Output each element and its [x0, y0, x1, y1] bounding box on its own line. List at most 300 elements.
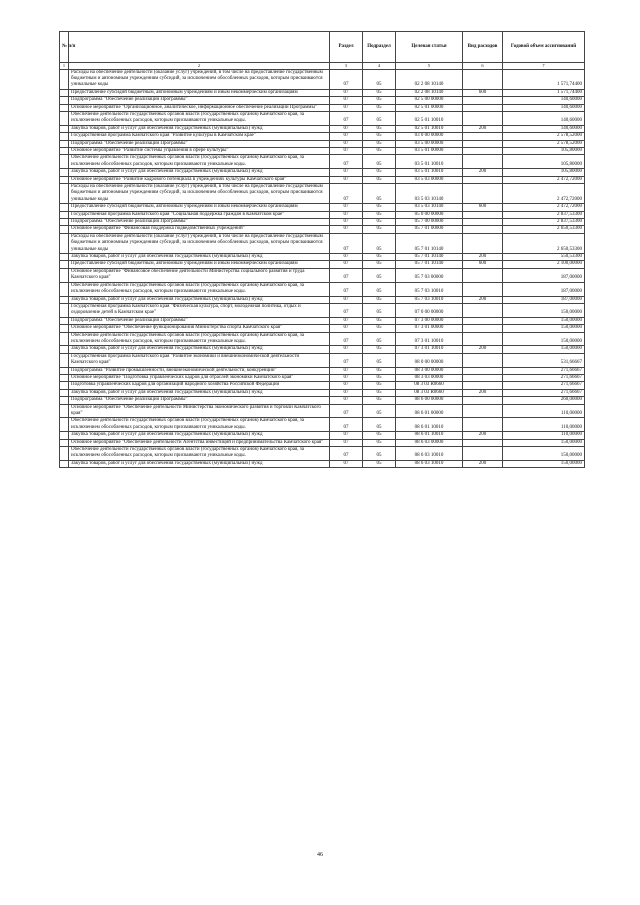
row-expense-type: 200 — [463, 432, 503, 439]
row-subsection: 05 — [363, 439, 396, 446]
header-num: № п/п — [60, 32, 69, 63]
row-target-code: 08 3 03 R0660 — [396, 389, 463, 396]
row-subsection: 05 — [363, 184, 396, 204]
row-amount: 140,60000 — [503, 97, 585, 104]
row-amount: 2 472,72000 — [503, 204, 585, 211]
row-expense-type — [463, 404, 503, 418]
row-section: 07 — [330, 254, 363, 261]
row-name: Расходы на обеспечение деятельности (оказание услуг) учреждений, в том числе на предоставление государственным бюджетным и автономным учреждениям субсидий, за исключением обособленных расходов, которым присваиваются уникальные коды — [69, 233, 330, 253]
row-subsection: 05 — [363, 268, 396, 282]
row-number — [60, 111, 69, 125]
row-target-code: 05 7 01 10140 — [396, 261, 463, 268]
row-section: 07 — [330, 332, 363, 346]
row-number — [60, 374, 69, 381]
row-name: Основное мероприятие "Финансовое обеспечение деятельности Министерства социального развития и труда Камчатского края" — [69, 268, 330, 282]
row-number — [60, 184, 69, 204]
row-name: Обеспечение деятельности государственных органов власти (государственных органов) Камчатского края, за исключением обособленных расходов, которым присваиваются уникальные коды. — [69, 155, 330, 169]
row-target-code: 05 0 00 00000 — [396, 211, 463, 218]
row-amount: 1 571,74400 — [503, 69, 585, 89]
row-subsection: 05 — [363, 97, 396, 104]
header-name — [69, 32, 330, 63]
row-number — [60, 226, 69, 233]
row-section: 07 — [330, 432, 363, 439]
row-target-code: 05 7 03 10010 — [396, 282, 463, 296]
row-number — [60, 367, 69, 374]
row-number — [60, 389, 69, 396]
row-number — [60, 332, 69, 346]
row-amount: 531,66667 — [503, 353, 585, 367]
row-name: Государственная программа Камчатского края "Развитие культуры в Камчатском крае" — [69, 133, 330, 140]
table-row — [60, 219, 585, 226]
row-section: 07 — [330, 325, 363, 332]
row-subsection: 05 — [363, 367, 396, 374]
table-row — [60, 254, 585, 261]
row-target-code: 03 5 03 10140 — [396, 204, 463, 211]
row-number — [60, 296, 69, 303]
row-expense-type — [463, 155, 503, 169]
row-expense-type: 600 — [463, 204, 503, 211]
row-number — [60, 447, 69, 461]
row-expense-type: 200 — [463, 254, 503, 261]
header-target: Целевая статья — [396, 32, 463, 63]
row-section: 07 — [330, 233, 363, 253]
row-section: 07 — [330, 147, 363, 154]
row-subsection: 05 — [363, 204, 396, 211]
row-expense-type — [463, 332, 503, 346]
row-expense-type — [463, 353, 503, 367]
row-target-code: 07 3 00 00000 — [396, 317, 463, 324]
row-subsection: 05 — [363, 325, 396, 332]
row-name: Основное мероприятие "Обеспечение деятельности Министерства экономического развития и торговли Камчатского края" — [69, 404, 330, 418]
row-name: Подпрограмма "Обеспечение реализации Программы" — [69, 140, 330, 147]
row-name: Подпрограмма "Развитие промышленности, внешнеэкономической деятельности, конкуренции" — [69, 367, 330, 374]
row-subsection: 05 — [363, 296, 396, 303]
row-subsection: 05 — [363, 89, 396, 96]
row-expense-type — [463, 176, 503, 183]
row-number — [60, 439, 69, 446]
row-amount: 150,00000 — [503, 332, 585, 346]
table-row — [60, 367, 585, 374]
table-row — [60, 169, 585, 176]
row-name: Основное мероприятие "Финансовая поддержка подведомственных учреждений" — [69, 226, 330, 233]
row-name: Закупка товаров, работ и услуг для обеспечения государственных (муниципальных) нужд — [69, 169, 330, 176]
row-section: 07 — [330, 89, 363, 96]
row-number — [60, 169, 69, 176]
row-name: Основное мероприятие "Обеспечение деятельности Агентства инвестиций и предпринимательства Камчатского края" — [69, 439, 330, 446]
row-section: 07 — [330, 204, 363, 211]
row-section: 07 — [330, 374, 363, 381]
row-expense-type — [463, 226, 503, 233]
row-section: 07 — [330, 367, 363, 374]
row-subsection: 05 — [363, 418, 396, 432]
row-name: Подпрограмма "Обеспечение реализации Программы" — [69, 397, 330, 404]
row-section: 07 — [330, 418, 363, 432]
row-target-code: 08 6 01 10010 — [396, 418, 463, 432]
row-name: Расходы на обеспечение деятельности (оказание услуг) учреждений, в том числе на предоставление государственным бюджетным и автономным учреждениям субсидий, за исключением обособленных расходов, которым присваиваются уникальные коды — [69, 69, 330, 89]
row-target-code: 05 7 03 00000 — [396, 268, 463, 282]
table-row — [60, 204, 585, 211]
row-target-code: 03 5 01 10010 — [396, 155, 463, 169]
row-subsection: 05 — [363, 447, 396, 461]
row-name: Основное мероприятие "Развитие системы управления в сфере культуры" — [69, 147, 330, 154]
row-target-code: 07 3 01 10010 — [396, 332, 463, 346]
table-row — [60, 346, 585, 353]
header-subsection: Подраздел — [363, 32, 396, 63]
row-number — [60, 219, 69, 226]
table-row — [60, 261, 585, 268]
row-number — [60, 140, 69, 147]
row-expense-type — [463, 367, 503, 374]
row-expense-type — [463, 397, 503, 404]
row-section: 07 — [330, 140, 363, 147]
table-row — [60, 69, 585, 89]
row-subsection: 05 — [363, 332, 396, 346]
row-target-code: 08 0 00 00000 — [396, 353, 463, 367]
row-target-code: 03 5 03 00000 — [396, 176, 463, 183]
table-row — [60, 439, 585, 446]
row-amount: 2 837,53300 — [503, 219, 585, 226]
row-subsection: 05 — [363, 133, 396, 140]
row-subsection: 05 — [363, 397, 396, 404]
table-row — [60, 226, 585, 233]
row-expense-type — [463, 104, 503, 111]
table-row — [60, 460, 585, 467]
column-number: 6 — [463, 63, 503, 70]
row-subsection: 05 — [363, 404, 396, 418]
row-number — [60, 97, 69, 104]
row-target-code: 08 6 03 10010 — [396, 460, 463, 467]
row-name: Расходы на обеспечение деятельности (оказание услуг) учреждений, в том числе на предоставление государственным бюджетным и автономным учреждениям субсидий, за исключением обособленных расходов, которым присваиваются уникальные коды — [69, 184, 330, 204]
table-row — [60, 176, 585, 183]
row-target-code: 08 6 03 10010 — [396, 447, 463, 461]
row-number — [60, 325, 69, 332]
table-row — [60, 133, 585, 140]
row-target-code: 03 5 03 10140 — [396, 184, 463, 204]
row-expense-type: 200 — [463, 389, 503, 396]
table-row — [60, 147, 585, 154]
row-section: 07 — [330, 226, 363, 233]
row-amount: 187,00000 — [503, 268, 585, 282]
header-amount: Годовой объем ассигнований — [503, 32, 585, 63]
row-amount: 150,00000 — [503, 303, 585, 317]
row-section: 07 — [330, 211, 363, 218]
row-subsection: 05 — [363, 155, 396, 169]
row-section: 07 — [330, 439, 363, 446]
row-subsection: 05 — [363, 176, 396, 183]
table-row — [60, 389, 585, 396]
row-name: Основное мероприятие "Развитие кадрового потенциала в учреждениях культуры Камчатского края" — [69, 176, 330, 183]
row-name: Обеспечение деятельности государственных органов власти (государственных органов) Камчатского края, за исключением обособленных расходов, которым присваиваются уникальные коды. — [69, 332, 330, 346]
row-amount: 150,00000 — [503, 346, 585, 353]
row-name: Закупка товаров, работ и услуг для обеспечения государственных (муниципальных) нужд — [69, 460, 330, 467]
row-expense-type: 600 — [463, 89, 503, 96]
row-target-code: 05 7 01 10140 — [396, 233, 463, 253]
table-row — [60, 155, 585, 169]
row-name: Основное мероприятие "Подготовка управленческих кадров для отраслей экономики Камчатского края" — [69, 374, 330, 381]
row-expense-type — [463, 233, 503, 253]
budget-table — [59, 31, 585, 468]
row-expense-type: 200 — [463, 460, 503, 467]
row-amount: 2 837,53300 — [503, 211, 585, 218]
row-subsection: 05 — [363, 374, 396, 381]
row-section: 07 — [330, 261, 363, 268]
row-subsection: 05 — [363, 226, 396, 233]
row-subsection: 05 — [363, 104, 396, 111]
table-row — [60, 332, 585, 346]
row-name: Закупка товаров, работ и услуг для обеспечения государственных (муниципальных) нужд — [69, 346, 330, 353]
row-amount: 140,60000 — [503, 111, 585, 125]
row-name: Обеспечение деятельности государственных органов власти (государственных органов) Камчатского края, за исключением обособленных расходов, которым присваиваются уникальные коды. — [69, 447, 330, 461]
row-expense-type — [463, 97, 503, 104]
row-expense-type — [463, 447, 503, 461]
row-amount: 2 650,53300 — [503, 233, 585, 253]
row-subsection: 05 — [363, 432, 396, 439]
row-amount: 110,00000 — [503, 404, 585, 418]
table-row — [60, 397, 585, 404]
row-number — [60, 353, 69, 367]
header-section: Раздел — [330, 32, 363, 63]
row-number — [60, 432, 69, 439]
row-section: 07 — [330, 460, 363, 467]
row-section: 07 — [330, 282, 363, 296]
row-section: 07 — [330, 169, 363, 176]
table-row — [60, 140, 585, 147]
row-amount: 2 472,72000 — [503, 176, 585, 183]
row-subsection: 05 — [363, 169, 396, 176]
row-number — [60, 104, 69, 111]
row-expense-type — [463, 147, 503, 154]
row-amount: 271,66667 — [503, 389, 585, 396]
row-section: 07 — [330, 317, 363, 324]
row-amount: 187,00000 — [503, 296, 585, 303]
row-expense-type — [463, 317, 503, 324]
table-row — [60, 317, 585, 324]
row-subsection: 05 — [363, 233, 396, 253]
table-row — [60, 97, 585, 104]
row-expense-type: 200 — [463, 125, 503, 132]
row-amount: 271,66667 — [503, 382, 585, 389]
row-target-code: 07 3 01 00000 — [396, 325, 463, 332]
row-name: Подпрограмма "Обеспечение реализации Программы" — [69, 317, 330, 324]
table-row — [60, 211, 585, 218]
row-number — [60, 204, 69, 211]
row-name: Обеспечение деятельности государственных органов власти (государственных органов) Камчатского края, за исключением обособленных расходов, которым присваиваются уникальные коды. — [69, 111, 330, 125]
row-number — [60, 382, 69, 389]
document-page — [59, 31, 584, 468]
row-expense-type: 200 — [463, 346, 503, 353]
row-target-code: 02 5 00 00000 — [396, 97, 463, 104]
row-amount: 2 100,00000 — [503, 261, 585, 268]
row-name: Государственная программа Камчатского края "Социальная поддержка граждан в Камчатском крае" — [69, 211, 330, 218]
table-row — [60, 325, 585, 332]
row-name: Предоставление субсидий бюджетным, автономным учреждениям и иным некоммерческим организациям — [69, 204, 330, 211]
row-target-code: 02 5 01 10010 — [396, 111, 463, 125]
row-number — [60, 133, 69, 140]
row-subsection: 05 — [363, 211, 396, 218]
row-amount: 550,53300 — [503, 254, 585, 261]
row-subsection: 05 — [363, 303, 396, 317]
row-expense-type — [463, 111, 503, 125]
row-amount: 150,00000 — [503, 325, 585, 332]
row-amount: 105,80000 — [503, 147, 585, 154]
row-expense-type — [463, 268, 503, 282]
row-number — [60, 418, 69, 432]
row-expense-type: 200 — [463, 169, 503, 176]
row-target-code: 08 6 00 00000 — [396, 397, 463, 404]
row-section: 07 — [330, 111, 363, 125]
row-name: Основное мероприятие "Обеспечение функционирования Министерства спорта Камчатского края" — [69, 325, 330, 332]
row-name: Подпрограмма "Обеспечение реализации Программы" — [69, 219, 330, 226]
row-target-code: 05 7 00 00000 — [396, 219, 463, 226]
row-name: Подпрограмма "Обеспечение реализации Программы" — [69, 97, 330, 104]
row-number — [60, 282, 69, 296]
row-section: 07 — [330, 133, 363, 140]
row-section: 07 — [330, 397, 363, 404]
row-number — [60, 125, 69, 132]
row-target-code: 08 3 03 00000 — [396, 374, 463, 381]
row-subsection: 05 — [363, 261, 396, 268]
table-row — [60, 353, 585, 367]
row-section: 07 — [330, 303, 363, 317]
row-subsection: 05 — [363, 317, 396, 324]
header-expense-type: Вид расходов — [463, 32, 503, 63]
row-subsection: 05 — [363, 282, 396, 296]
table-row — [60, 268, 585, 282]
row-name: Закупка товаров, работ и услуг для обеспечения государственных (муниципальных) нужд — [69, 432, 330, 439]
table-row — [60, 404, 585, 418]
row-number — [60, 317, 69, 324]
row-target-code: 05 7 03 10010 — [396, 296, 463, 303]
row-expense-type — [463, 439, 503, 446]
row-subsection: 05 — [363, 147, 396, 154]
row-expense-type — [463, 184, 503, 204]
row-section: 07 — [330, 353, 363, 367]
row-expense-type — [463, 418, 503, 432]
row-amount: 140,60000 — [503, 104, 585, 111]
row-number — [60, 233, 69, 253]
column-number: 5 — [396, 63, 463, 70]
row-number — [60, 155, 69, 169]
row-amount: 150,00000 — [503, 447, 585, 461]
row-target-code: 05 7 01 00000 — [396, 226, 463, 233]
row-target-code: 08 3 03 R0660 — [396, 382, 463, 389]
row-amount: 2 650,53300 — [503, 226, 585, 233]
table-row — [60, 233, 585, 253]
row-amount: 150,00000 — [503, 460, 585, 467]
table-row — [60, 303, 585, 317]
row-subsection: 05 — [363, 69, 396, 89]
row-number — [60, 211, 69, 218]
row-amount: 110,00000 — [503, 432, 585, 439]
row-target-code: 08 6 03 00000 — [396, 439, 463, 446]
row-name: Обеспечение деятельности государственных органов власти (государственных органов) Камчатского края, за исключением обособленных расходов, которым присваиваются уникальные коды. — [69, 282, 330, 296]
column-number: 2 — [69, 63, 330, 70]
row-name: Закупка товаров, работ и услуг для обеспечения государственных (муниципальных) нужд — [69, 296, 330, 303]
row-name: Закупка товаров, работ и услуг для обеспечения государственных (муниципальных) нужд — [69, 254, 330, 261]
row-amount: 150,00000 — [503, 439, 585, 446]
row-number — [60, 89, 69, 96]
row-amount: 187,00000 — [503, 282, 585, 296]
row-expense-type: 200 — [463, 296, 503, 303]
row-section: 07 — [330, 97, 363, 104]
row-number — [60, 147, 69, 154]
row-subsection: 05 — [363, 219, 396, 226]
table-row — [60, 374, 585, 381]
page-number: 46 — [317, 852, 323, 858]
row-expense-type — [463, 133, 503, 140]
row-name: Подготовка управленческих кадров для организаций народного хозяйства Российской Федерации — [69, 382, 330, 389]
row-number — [60, 261, 69, 268]
row-name: Основное мероприятие "Организационное, аналитическое, информационное обеспечение реализации Программы" — [69, 104, 330, 111]
row-section: 07 — [330, 389, 363, 396]
row-number — [60, 303, 69, 317]
row-expense-type — [463, 140, 503, 147]
row-target-code: 08 6 01 00000 — [396, 404, 463, 418]
row-target-code: 05 7 01 10140 — [396, 254, 463, 261]
column-number: 1 — [60, 63, 69, 70]
row-subsection: 05 — [363, 460, 396, 467]
table-row — [60, 111, 585, 125]
row-amount: 271,66667 — [503, 374, 585, 381]
row-amount: 260,00000 — [503, 397, 585, 404]
row-expense-type — [463, 219, 503, 226]
row-name: Государственная программа Камчатского края "Развитие экономики и внешнеэкономической деятельности Камчатского края" — [69, 353, 330, 367]
table-row — [60, 89, 585, 96]
table-row — [60, 418, 585, 432]
table-row — [60, 125, 585, 132]
row-amount: 105,80000 — [503, 155, 585, 169]
row-target-code: 08 3 00 00000 — [396, 367, 463, 374]
row-subsection: 05 — [363, 140, 396, 147]
row-section: 07 — [330, 219, 363, 226]
row-name: Обеспечение деятельности государственных органов власти (государственных органов) Камчатского края, за исключением обособленных расходов, которым присваиваются уникальные коды. — [69, 418, 330, 432]
table-row — [60, 282, 585, 296]
row-amount: 140,60000 — [503, 125, 585, 132]
row-number — [60, 404, 69, 418]
table-row — [60, 447, 585, 461]
row-expense-type — [463, 303, 503, 317]
table-row — [60, 184, 585, 204]
row-number — [60, 69, 69, 89]
row-section: 07 — [330, 69, 363, 89]
row-name: Предоставление субсидий бюджетным, автономным учреждениям и иным некоммерческим организациям — [69, 89, 330, 96]
row-target-code: 07 0 00 00000 — [396, 303, 463, 317]
row-expense-type — [463, 382, 503, 389]
row-name: Закупка товаров, работ и услуг для обеспечения государственных (муниципальных) нужд — [69, 389, 330, 396]
table-row — [60, 296, 585, 303]
row-target-code: 03 5 01 00000 — [396, 147, 463, 154]
row-amount: 2 472,72000 — [503, 184, 585, 204]
row-name: Предоставление субсидий бюджетным, автономным учреждениям и иным некоммерческим организациям — [69, 261, 330, 268]
row-expense-type — [463, 69, 503, 89]
row-section: 07 — [330, 125, 363, 132]
table-header-row — [60, 32, 585, 63]
row-subsection: 05 — [363, 389, 396, 396]
row-expense-type — [463, 211, 503, 218]
row-target-code: 02 2 08 10140 — [396, 69, 463, 89]
row-subsection: 05 — [363, 382, 396, 389]
row-subsection: 05 — [363, 346, 396, 353]
row-number — [60, 346, 69, 353]
row-amount: 2 578,52000 — [503, 133, 585, 140]
table-row — [60, 382, 585, 389]
row-number — [60, 268, 69, 282]
row-number — [60, 460, 69, 467]
row-target-code: 03 5 01 10010 — [396, 169, 463, 176]
row-subsection: 05 — [363, 254, 396, 261]
table-row — [60, 104, 585, 111]
row-name: Государственная программа Камчатского края "Физическая культура, спорт, молодежная политика, отдых и оздоровление детей в Камчатском крае" — [69, 303, 330, 317]
